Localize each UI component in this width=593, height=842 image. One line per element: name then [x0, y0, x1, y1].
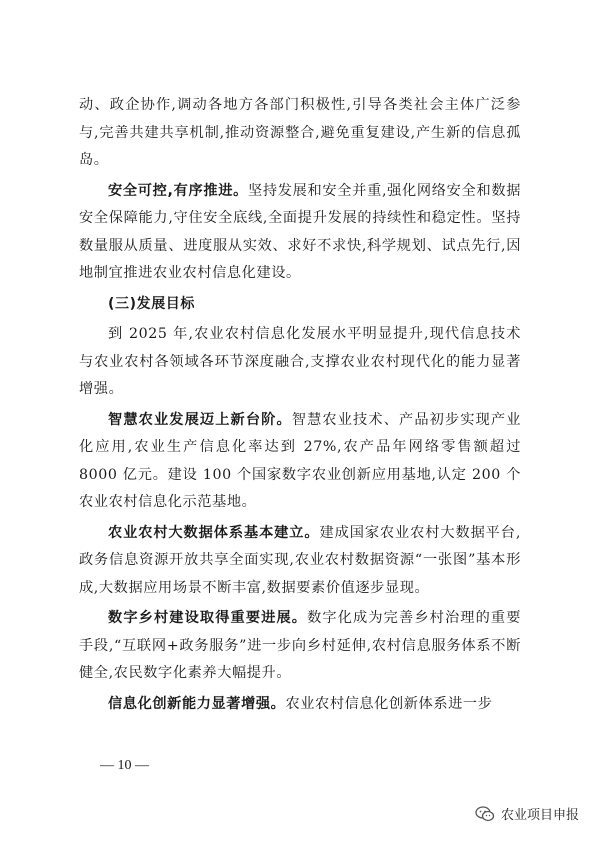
- paragraph-lead: 农业农村大数据体系基本建立。: [108, 524, 320, 541]
- paragraph-lead: 安全可控,有序推进。: [108, 182, 249, 199]
- paragraph-innovation: [79, 691, 521, 719]
- paragraph-digital-village: [79, 605, 521, 688]
- wechat-icon: [475, 806, 495, 822]
- paragraph-text: 坚持发展和安全并重,强化网络安全和数据安全保障能力,守住安全底线,全面提升发展的持续性和稳定性。坚持数量服从质量、进度服从实效、求好不求快,科学规划、试点先行,因地制宜推进农业农村信息化建设。: [79, 182, 521, 281]
- paragraph-text: 农业农村信息化创新体系进一步: [285, 695, 493, 712]
- paragraph-lead: 数字乡村建设取得重要进展。: [108, 610, 308, 626]
- section-heading-text: (三)发展目标: [108, 295, 195, 312]
- paragraph-text: 到 2025 年,农业农村信息化发展水平明显提升,现代信息技术与农业农村各领域各环节深度融合,支撑农业农村现代化的能力显著增强。: [79, 326, 521, 397]
- paragraph-text: 动、政企协作,调动各地方各部门积极性,引导各类社会主体广泛参与,完善共建共享机制,推动资源整合,避免重复建设,产生新的信息孤岛。: [79, 97, 521, 168]
- section-heading: [79, 291, 521, 319]
- paragraph-text: 建成国家农业农村大数据平台,政务信息资源开放共享全面实现,农业农村数据资源“一张图”基本形成,大数据应用场景不断丰富,数据要素价值逐步显现。: [79, 524, 521, 596]
- paragraph-big-data: [79, 520, 521, 603]
- paragraph-continuation: [79, 92, 521, 175]
- paragraph-safety: [79, 178, 521, 288]
- source-watermark: [475, 804, 579, 823]
- paragraph-lead: 智慧农业发展迈上新台阶。: [108, 411, 292, 428]
- paragraph-text: 智慧农业技术、产品初步实现产业化应用,农业生产信息化率达到 27%,农产品年网络零售额超过 8000 亿元。建设 100 个国家数字农业创新应用基地,认定 200 个农业农村信息化示范基地。: [79, 411, 521, 510]
- paragraph-text: 数字化成为完善乡村治理的重要手段,“互联网+政务服务”进一步向乡村延伸,农村信息服务体系不断健全,农民数字化素养大幅提升。: [79, 610, 521, 681]
- paragraph-smart-agriculture: [79, 407, 521, 517]
- paragraph-lead: 信息化创新能力显著增强。: [108, 695, 286, 712]
- document-body: [79, 92, 521, 718]
- paragraph-goal-2025: [79, 321, 521, 404]
- watermark-label: 农业项目申报: [500, 808, 579, 823]
- page-number: — 10 —: [100, 758, 149, 773]
